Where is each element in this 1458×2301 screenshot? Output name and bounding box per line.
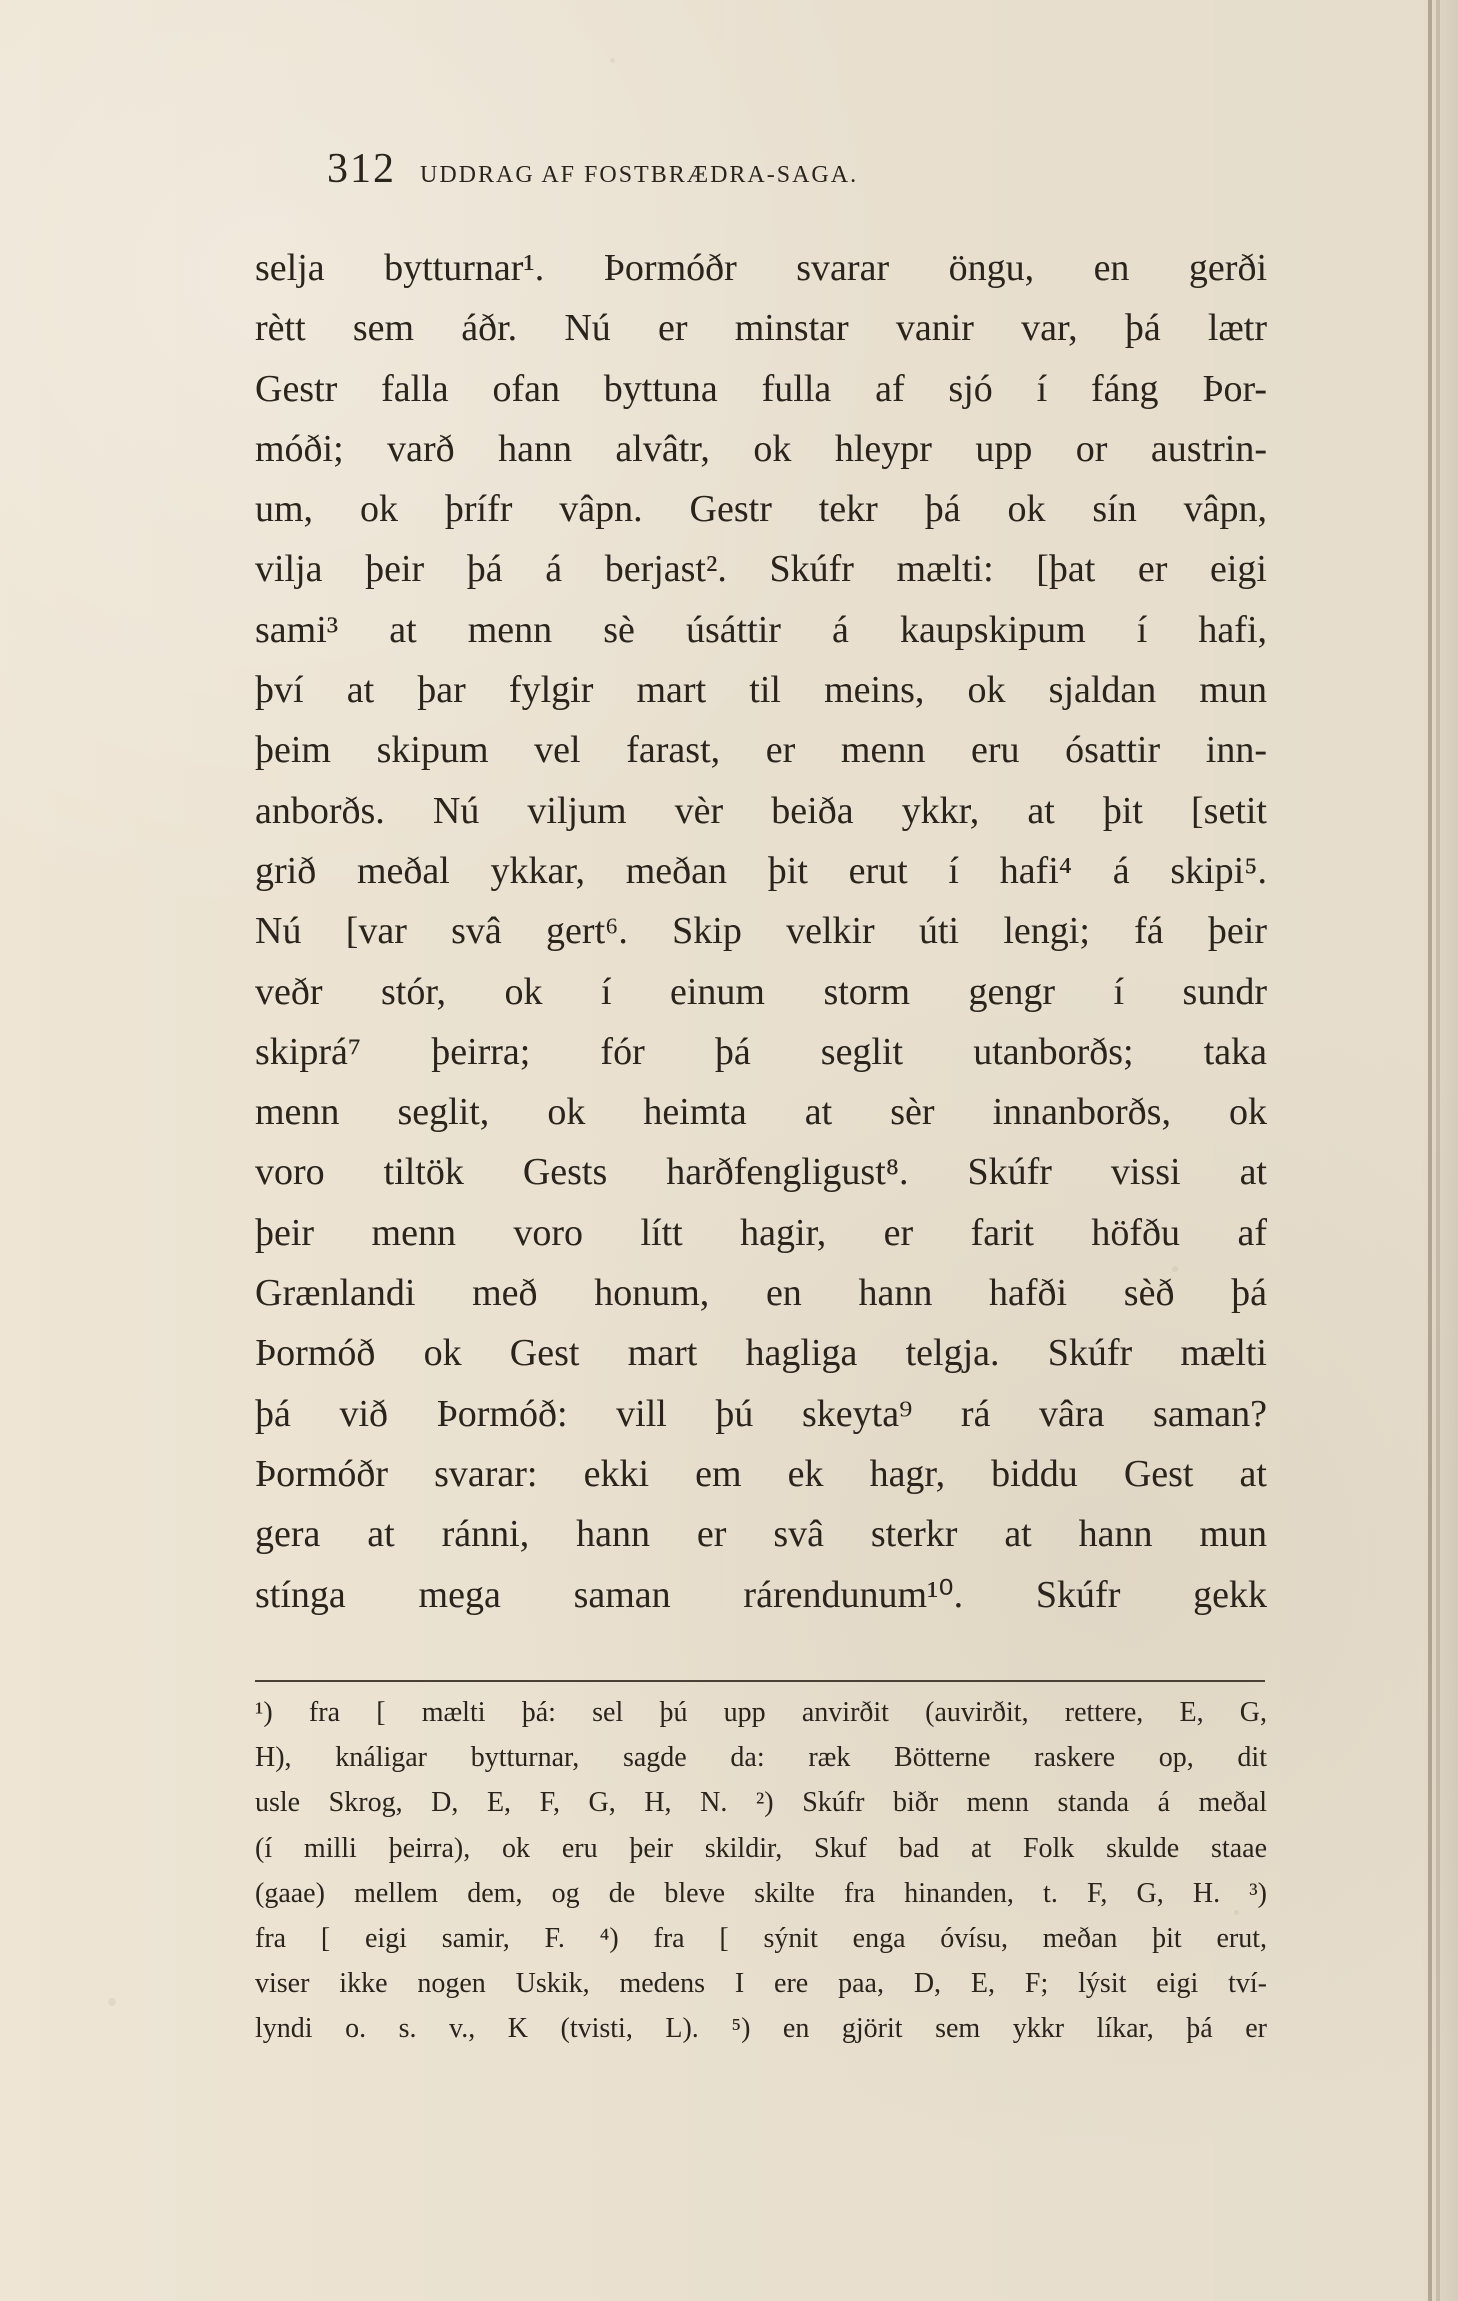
footnotes	[255, 1690, 1267, 2052]
text-line: sami³ at menn sè úsáttir á kaupskipum í hafi,	[255, 608, 1267, 651]
text-line: þá við Þormóð: vill þú skeyta⁹ rá vâra saman?	[255, 1392, 1267, 1435]
footnote-line: H), knáligar bytturnar, sagde da: ræk Bötterne raskere op, dit	[255, 1742, 1267, 1774]
page-edge-line-secondary	[1436, 0, 1440, 2301]
footnote-line: viser ikke nogen Uskik, medens I ere paa, D, E, F; lýsit eigi tví-	[255, 1968, 1267, 2000]
page-edge-line	[1428, 0, 1432, 2301]
footnote-line: (gaae) mellem dem, og de bleve skilte fra hinanden, t. F, G, H. ³)	[255, 1877, 1267, 1909]
text-line: móði; varð hann alvâtr, ok hleypr upp or austrin-	[255, 427, 1267, 470]
text-line: vilja þeir þá á berjast². Skúfr mælti: [þat er eigi	[255, 548, 1267, 591]
text-line: veðr stór, ok í einum storm gengr í sundr	[255, 970, 1267, 1013]
text-line: selja bytturnar¹. Þormóðr svarar öngu, en gerði	[255, 247, 1267, 289]
text-line: gera at ránni, hann er svâ sterkr at hann mun	[255, 1513, 1267, 1556]
text-line: Þormóðr svarar: ekki em ek hagr, biddu Gest at	[255, 1452, 1267, 1495]
footnote-line: ¹) fra [ mælti þá: sel þú upp anvirðit (auvirðit, rettere, E, G,	[255, 1697, 1267, 1728]
text-line: anborðs. Nú viljum vèr beiða ykkr, at þit [setit	[255, 789, 1267, 832]
text-line: þeim skipum vel farast, er menn eru ósattir inn-	[255, 729, 1267, 772]
footnote-line: lyndi o. s. v., K (tvisti, L). ⁵) en gjörit sem ykkr líkar, þá er	[255, 2013, 1267, 2045]
footnote-line: (í milli þeirra), ok eru þeir skildir, Skuf bad at Folk skulde staae	[255, 1832, 1267, 1864]
text-line: því at þar fylgir mart til meins, ok sjaldan mun	[255, 669, 1267, 712]
page-header	[327, 145, 1187, 195]
text-line: Gestr falla ofan byttuna fulla af sjó í fáng Þor-	[255, 367, 1267, 410]
paper-spot	[610, 58, 615, 63]
text-line: menn seglit, ok heimta at sèr innanborðs, ok	[255, 1091, 1267, 1134]
text-line: skiprá⁷ þeirra; fór þá seglit utanborðs; taka	[255, 1030, 1267, 1073]
footnote-line: fra [ eigi samir, F. ⁴) fra [ sýnit enga óvísu, meðan þit erut,	[255, 1922, 1267, 1954]
text-line: stínga mega saman rárendunum¹⁰. Skúfr gekk	[255, 1573, 1267, 1616]
footnote-divider	[255, 1680, 1265, 1682]
text-line: Grænlandi með honum, en hann hafði sèð þá	[255, 1272, 1267, 1315]
paper-spot	[108, 1998, 116, 2006]
page-number: 312	[327, 146, 396, 192]
running-title: UDDRAG AF FOSTBRÆDRA-SAGA.	[420, 162, 859, 188]
footnote-line: usle Skrog, D, E, F, G, H, N. ²) Skúfr biðr menn standa á meðal	[255, 1787, 1267, 1819]
text-line: þeir menn voro lítt hagir, er farit höfðu af	[255, 1211, 1267, 1254]
text-line: voro tiltök Gests harðfengligust⁸. Skúfr vissi at	[255, 1151, 1267, 1194]
text-line: rètt sem áðr. Nú er minstar vanir var, þá lætr	[255, 307, 1267, 350]
text-line: um, ok þrífr vâpn. Gestr tekr þá ok sín vâpn,	[255, 488, 1267, 531]
text-line: grið meðal ykkar, meðan þit erut í hafi⁴ á skipi⁵.	[255, 849, 1267, 892]
text-line: Þormóð ok Gest mart hagliga telgja. Skúfr mælti	[255, 1332, 1267, 1375]
main-text	[255, 238, 1267, 1625]
text-line: Nú [var svâ gert⁶. Skip velkir úti lengi; fá þeir	[255, 910, 1267, 953]
